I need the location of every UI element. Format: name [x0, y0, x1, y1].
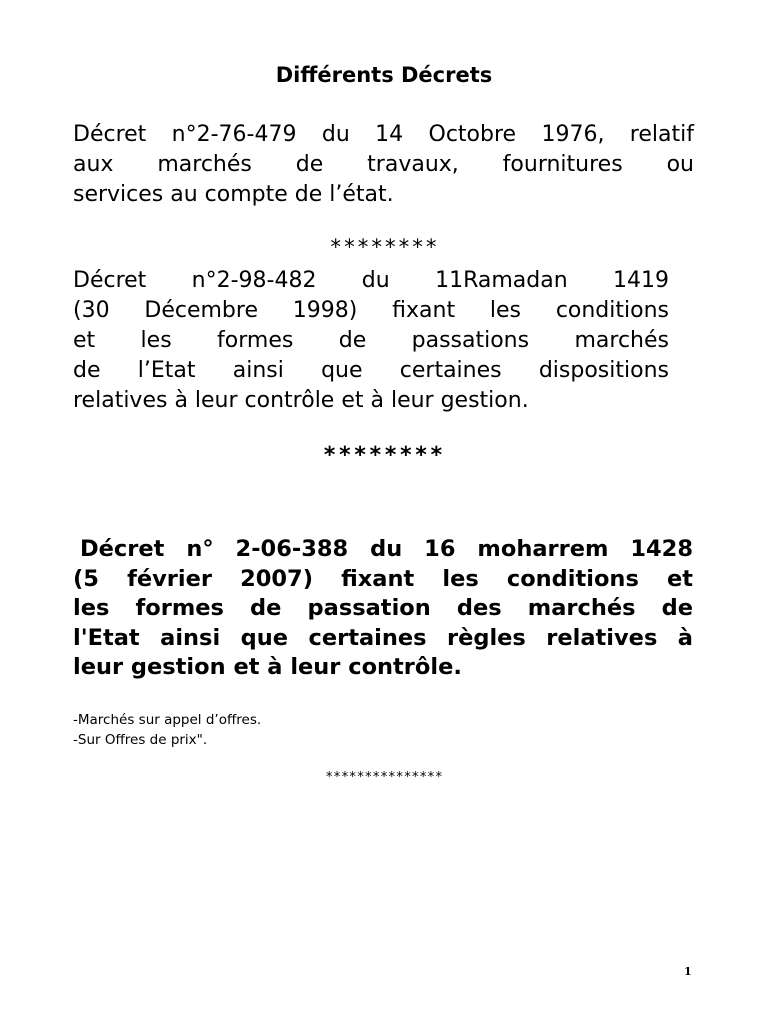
decree-2-line: (30 Décembre 1998) fixant les conditions — [73, 298, 669, 323]
decree-1-line: Décret n°2-76-479 du 14 Octobre 1976, relatif — [73, 122, 694, 147]
decree-3-line: (5 février 2007) fixant les conditions et — [73, 565, 693, 592]
list-item: -Sur Offres de prix". — [73, 732, 208, 748]
decree-2-line: Décret n°2-98-482 du 11Ramadan 1419 — [73, 268, 669, 293]
decree-1-line: aux marchés de travaux, fournitures ou — [73, 152, 694, 177]
separator-asterisks-2: ******** — [323, 443, 445, 468]
separator-asterisks-1: ******** — [329, 235, 439, 259]
decree-3-line: leur gestion et à leur contrôle. — [73, 654, 462, 680]
decree-3-paragraph — [73, 535, 693, 683]
page-number: 1 — [684, 965, 692, 978]
decree-1-line: services au compte de l’état. — [73, 182, 394, 207]
decree-2-paragraph — [73, 266, 669, 416]
separator-asterisks-3: *************** — [325, 770, 443, 785]
decree-3-line: Décret n° 2-06-388 du 16 moharrem 1428 — [80, 536, 693, 562]
decree-3-line: l'Etat ainsi que certaines règles relatives à — [73, 624, 693, 651]
decree-2-line: et les formes de passations marchés — [73, 328, 669, 353]
decree-2-line: de l’Etat ainsi que certaines dispositions — [73, 358, 669, 383]
decree-1-paragraph — [73, 120, 694, 210]
decree-3-line: les formes de passation des marchés de — [73, 595, 693, 621]
decree-2-line: relatives à leur contrôle et à leur gestion. — [73, 388, 529, 413]
procedure-list — [73, 710, 261, 750]
list-item: -Marchés sur appel d’offres. — [73, 712, 262, 728]
document-title: Différents Décrets — [275, 63, 493, 87]
